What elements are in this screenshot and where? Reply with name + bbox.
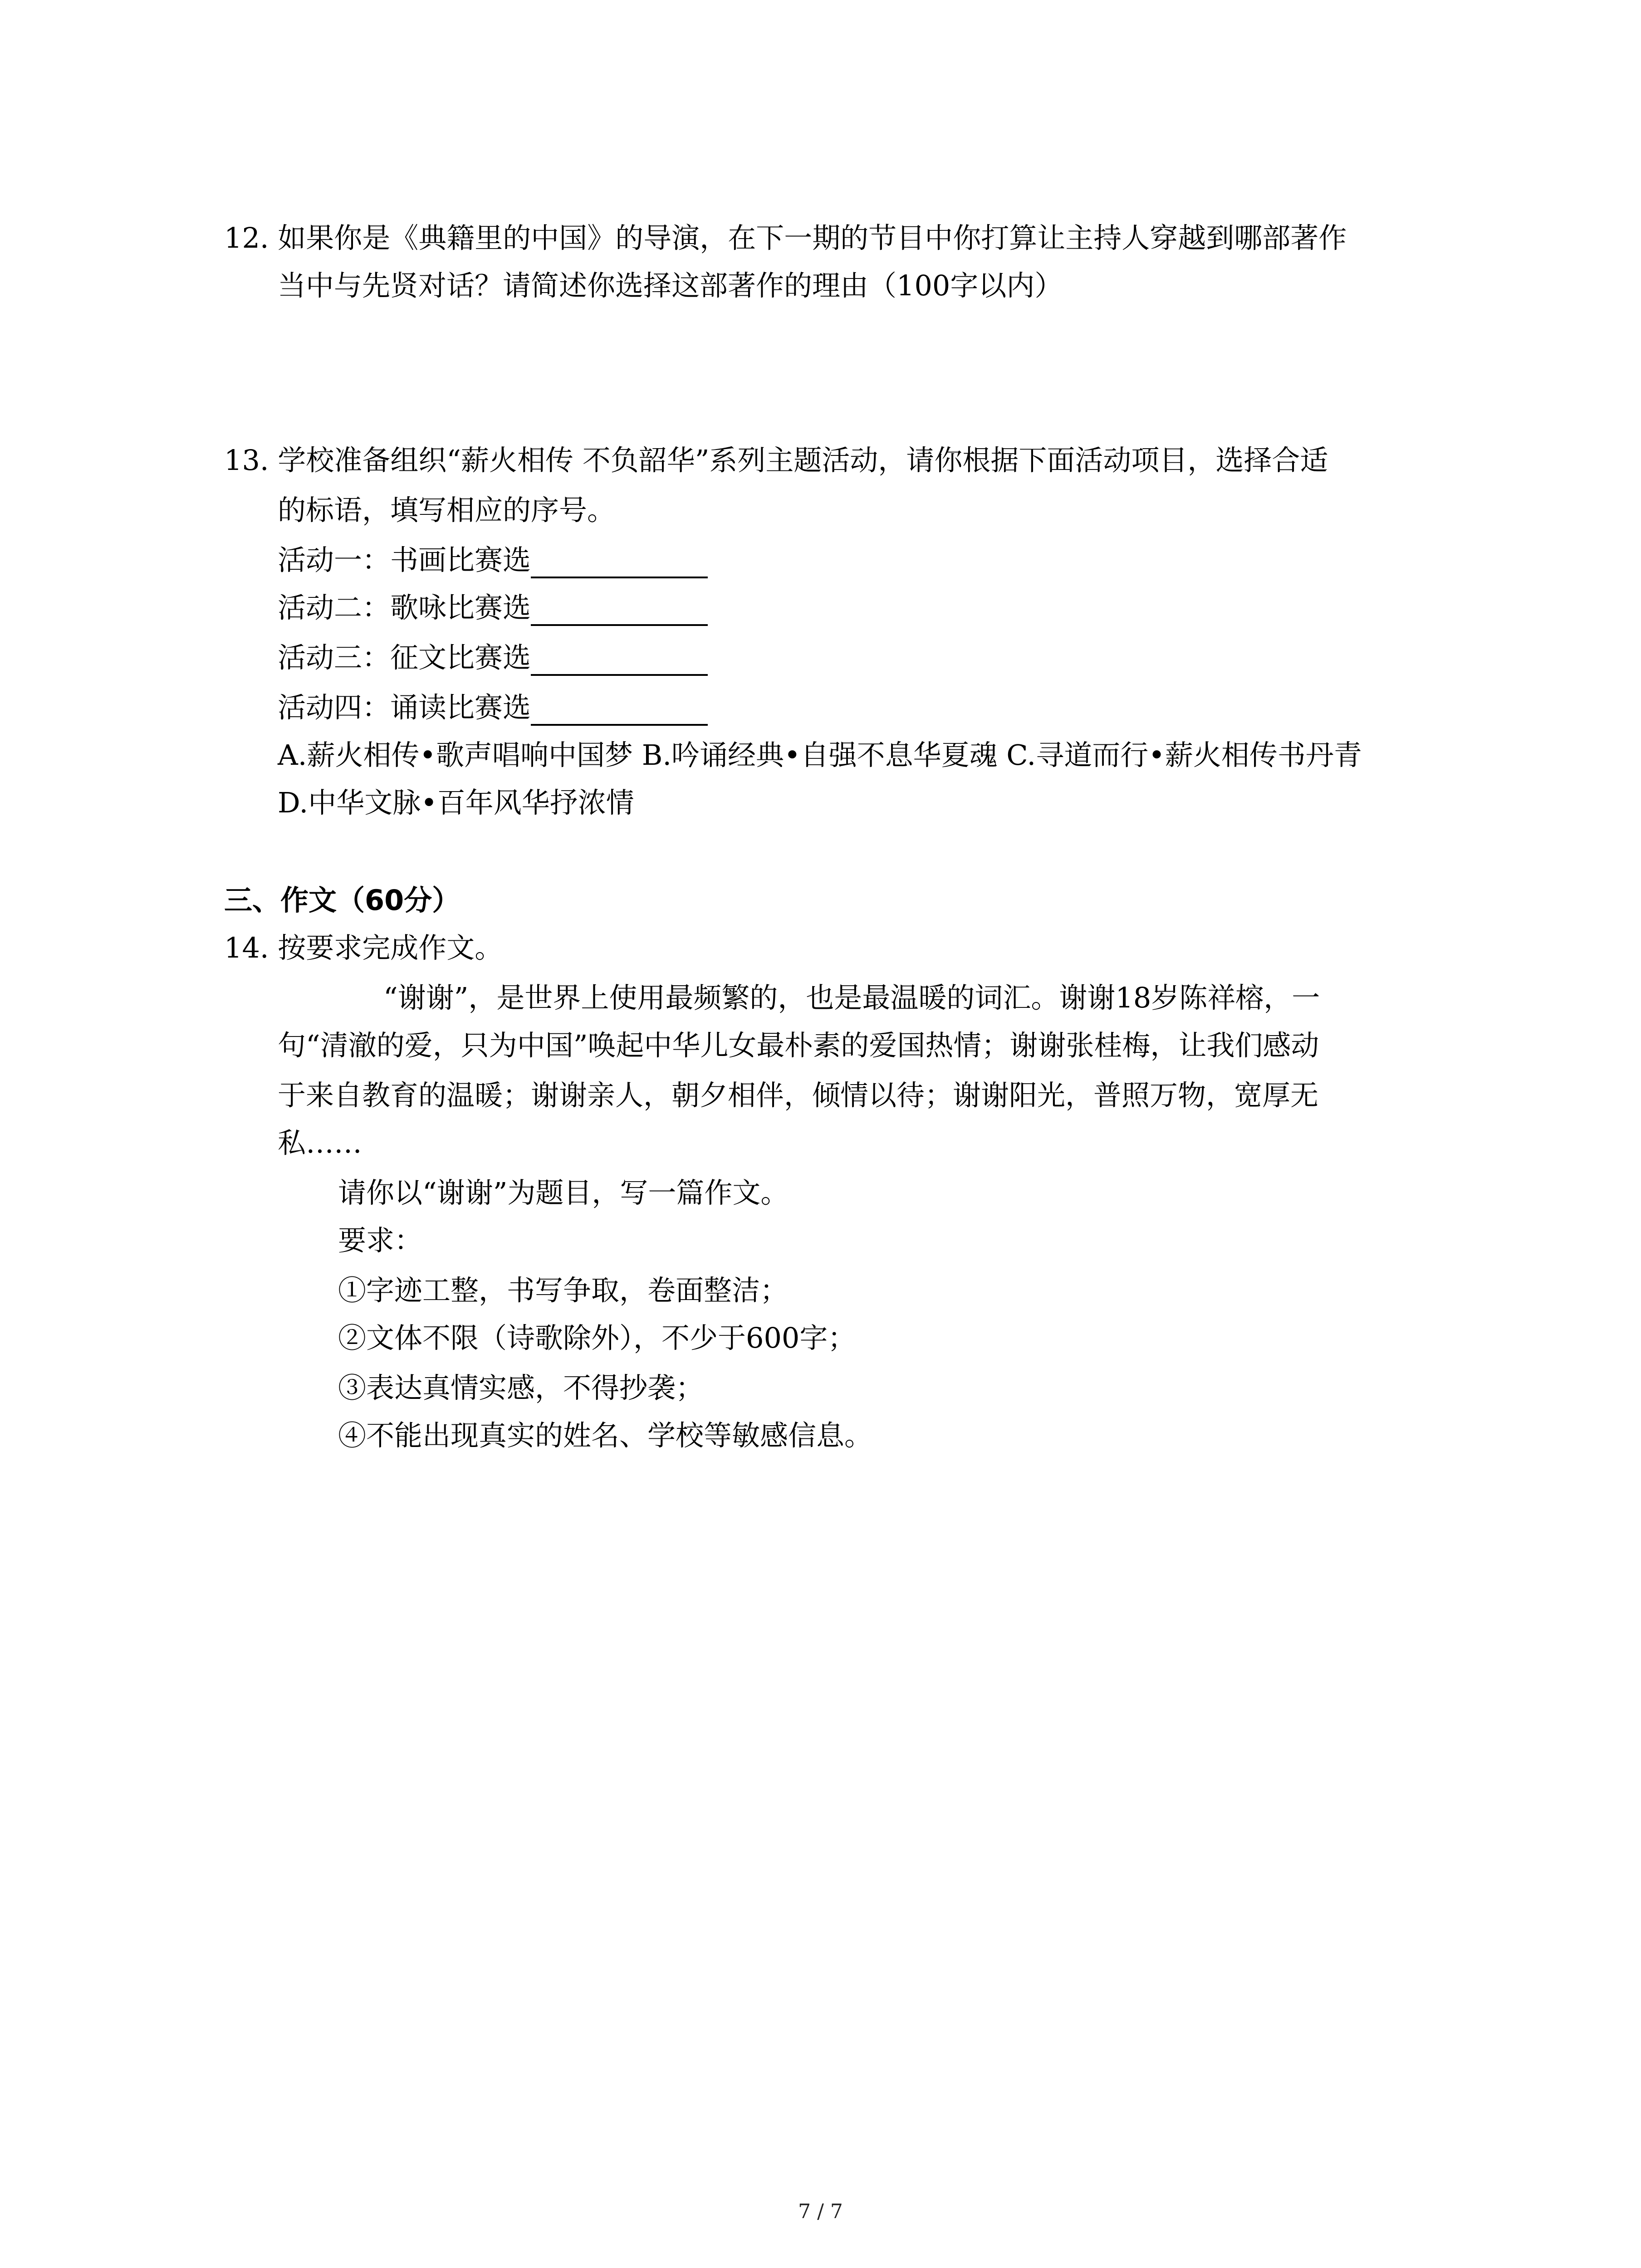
activity-4 [278,689,708,726]
answer-blank[interactable] [531,642,708,676]
q12-line-2: 当中与先贤对话？请简述你选择这部著作的理由（100字以内） [278,269,1063,302]
q14-requirement-2: ②文体不限（诗歌除外），不少于600字； [338,1321,856,1354]
activity-1 [278,542,708,578]
activity-label: 活动三：征文比赛选 [278,641,531,674]
q14-paragraph-line-4: 私…… [278,1126,362,1159]
q13-options-line-2: D.中华文脉•百年风华抒浓情 [278,786,634,819]
q13-options-line-1: A.薪火相传•歌声唱响中国梦 B.吟诵经典•自强不息华夏魂 C.寻道而行•薪火相传书丹青 [278,738,1362,772]
q13-line-2: 的标语，填写相应的序号。 [278,494,616,527]
q14-task: 请你以“谢谢”为题目，写一篇作文。 [338,1176,789,1209]
answer-blank[interactable] [531,692,708,726]
activity-label: 活动四：诵读比赛选 [278,691,531,724]
q14-line-1: 14. 按要求完成作文。 [224,931,503,964]
section-heading: 三、作文（60分） [224,884,460,917]
q12-line-1: 12. 如果你是《典籍里的中国》的导演，在下一期的节目中你打算让主持人穿越到哪部著作 [224,221,1347,254]
activity-2 [278,590,708,626]
q14-paragraph-line-3: 于来自教育的温暖；谢谢亲人，朝夕相伴，倾情以待；谢谢阳光，普照万物，宽厚无 [278,1079,1319,1112]
activity-label: 活动二：歌咏比赛选 [278,591,531,624]
activity-label: 活动一：书画比赛选 [278,543,531,577]
q14-requirement-1: ①字迹工整，书写争取，卷面整洁； [338,1274,789,1307]
q14-paragraph-line-2: 句“清澈的爱，只为中国”唤起中华儿女最朴素的爱国热情；谢谢张桂梅，让我们感动 [278,1029,1319,1062]
q14-requirements-title: 要求： [338,1224,423,1257]
answer-blank[interactable] [531,545,708,578]
q13-line-1: 13. 学校准备组织“薪火相传 不负韶华”系列主题活动，请你根据下面活动项目，选择合适 [224,444,1328,477]
activity-3 [278,640,708,676]
page-number: 7 / 7 [798,2200,843,2223]
q14-requirement-4: ④不能出现真实的姓名、学校等敏感信息。 [338,1419,873,1452]
answer-blank[interactable] [531,592,708,626]
q14-paragraph-line-1: “谢谢”，是世界上使用最频繁的，也是最温暖的词汇。谢谢18岁陈祥榕，一 [383,981,1320,1014]
q14-requirement-3: ③表达真情实感，不得抄袭； [338,1371,704,1404]
